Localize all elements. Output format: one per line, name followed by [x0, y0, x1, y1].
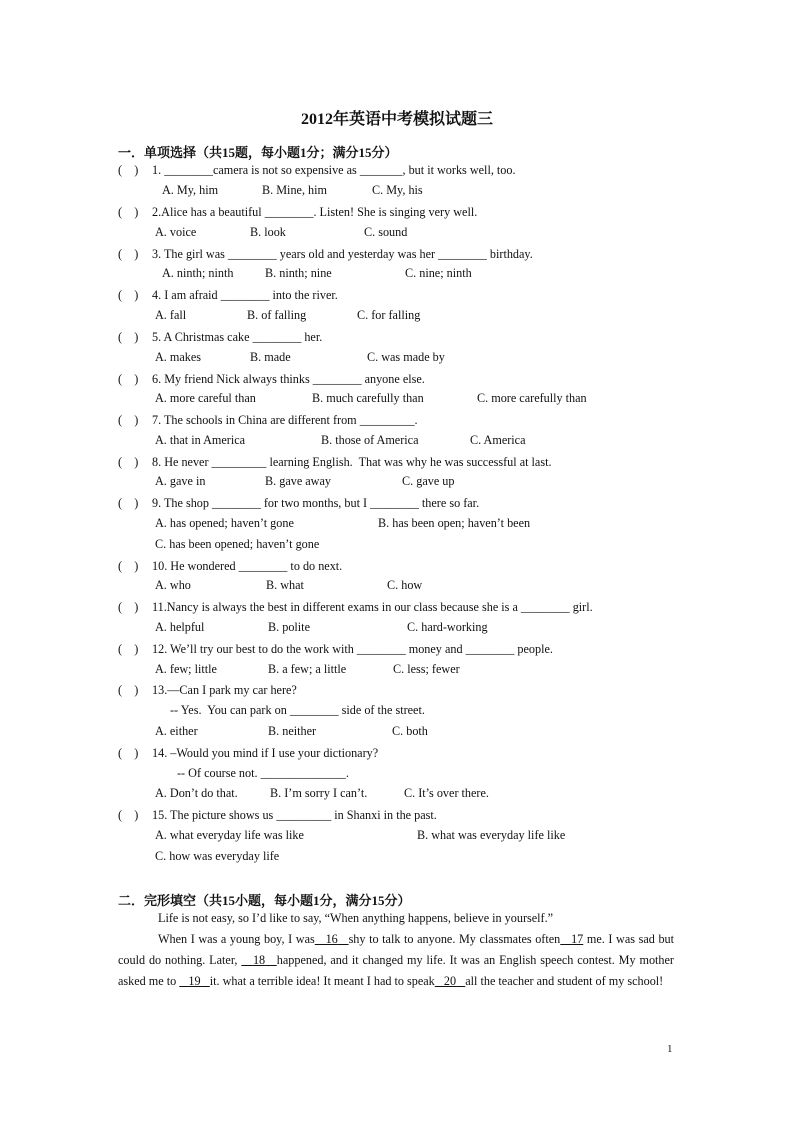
- question-10: ( ) 10. He wondered ________ to do next.: [118, 559, 343, 573]
- q14-reply: -- Of course not. ______________.: [177, 766, 349, 780]
- question-13: ( ) 13.—Can I park my car here?: [118, 683, 297, 697]
- passage-paragraph-2: When I was a young boy, I was 16 shy to talk to anyone. My classmates often 17 me. I was sad but could do nothing. Later, 18 happened, and it changed my life. It was an English speech contest. My mother asked me to 19 it. what a terrible idea! It meant I had to speak 20 all the teacher and student of my school!: [118, 932, 675, 988]
- q12-option-b: B. a few; a little: [268, 662, 347, 676]
- q4-option-b: B. of falling: [247, 308, 307, 322]
- blank-18: 18: [252, 953, 266, 967]
- q4-option-a: A. fall: [155, 308, 187, 322]
- q15-option-c: C. how was everyday life: [155, 849, 280, 863]
- section-1-heading: 一．单项选择（共15题，每小题1分；满分15分）: [118, 145, 398, 160]
- q14-option-a: A. Don’t do that.: [155, 786, 238, 800]
- q13-option-a: A. either: [155, 724, 198, 738]
- q15-option-b: B. what was everyday life like: [417, 828, 566, 842]
- question-8: ( ) 8. He never _________ learning English. That was why he was successful at last.: [118, 455, 552, 469]
- q8-option-a: A. gave in: [155, 474, 206, 488]
- question-12: ( ) 12. We’ll try our best to do the work with ________ money and ________ people.: [118, 642, 553, 656]
- page-number: 1: [667, 1043, 673, 1055]
- q9-option-c: C. has been opened; haven’t gone: [155, 537, 320, 551]
- cloze-passage: [118, 908, 674, 992]
- q12-option-a: A. few; little: [155, 662, 217, 676]
- q3-option-c: C. nine; ninth: [405, 266, 472, 280]
- q13-reply: -- Yes. You can park on ________ side of the street.: [170, 703, 425, 717]
- q5-option-c: C. was made by: [367, 350, 445, 364]
- question-3: ( ) 3. The girl was ________ years old and yesterday was her ________ birthday.: [118, 247, 533, 261]
- q6-option-c: C. more carefully than: [477, 391, 587, 405]
- question-9: ( ) 9. The shop ________ for two months, but I ________ there so far.: [118, 496, 480, 510]
- q2-option-a: A. voice: [155, 225, 197, 239]
- blank-17: 17: [571, 932, 584, 946]
- q13-option-b: B. neither: [268, 724, 317, 738]
- question-14: ( ) 14. –Would you mind if I use your dictionary?: [118, 746, 379, 760]
- question-2: ( ) 2.Alice has a beautiful ________. Listen! She is singing very well.: [118, 205, 478, 219]
- q9-option-b: B. has been open; haven’t been: [378, 516, 531, 530]
- q14-option-c: C. It’s over there.: [404, 786, 489, 800]
- q12-option-c: C. less; fewer: [393, 662, 460, 676]
- question-1: ( ) 1. ________camera is not so expensive as _______, but it works well, too.: [118, 163, 516, 177]
- q14-option-b: B. I’m sorry I can’t.: [270, 786, 368, 800]
- q2-option-c: C. sound: [364, 225, 408, 239]
- q9-option-a: A. has opened; haven’t gone: [155, 516, 294, 530]
- question-4: ( ) 4. I am afraid ________ into the river.: [118, 288, 338, 302]
- q10-option-c: C. how: [387, 578, 423, 592]
- q7-option-a: A. that in America: [155, 433, 246, 447]
- q7-option-c: C. America: [470, 433, 526, 447]
- blank-19: 19: [188, 974, 201, 988]
- q3-option-b: B. ninth; nine: [265, 266, 332, 280]
- q11-option-a: A. helpful: [155, 620, 205, 634]
- q8-option-c: C. gave up: [402, 474, 455, 488]
- q1-option-b: B. Mine, him: [262, 183, 328, 197]
- question-15: ( ) 15. The picture shows us _________ in Shanxi in the past.: [118, 808, 437, 822]
- q3-option-a: A. ninth; ninth: [162, 266, 234, 280]
- q10-option-b: B. what: [266, 578, 304, 592]
- q10-option-a: A. who: [155, 578, 191, 592]
- q6-option-b: B. much carefully than: [312, 391, 424, 405]
- question-6: ( ) 6. My friend Nick always thinks ________ anyone else.: [118, 372, 425, 386]
- q6-option-a: A. more careful than: [155, 391, 256, 405]
- question-5: ( ) 5. A Christmas cake ________ her.: [118, 330, 323, 344]
- question-7: ( ) 7. The schools in China are different from _________.: [118, 413, 418, 427]
- q2-option-b: B. look: [250, 225, 286, 239]
- q11-option-c: C. hard-working: [407, 620, 488, 634]
- passage-line-1: Life is not easy, so I’d like to say, “When anything happens, believe in yourself.”: [158, 911, 554, 925]
- blank-16: 16: [325, 932, 338, 946]
- q4-option-c: C. for falling: [357, 308, 421, 322]
- q5-option-b: B. made: [250, 350, 291, 364]
- q8-option-b: B. gave away: [265, 474, 331, 488]
- section-2-heading: 二．完形填空（共15小题，每小题1分，满分15分）: [118, 893, 411, 908]
- q7-option-b: B. those of America: [321, 433, 419, 447]
- q13-option-c: C. both: [392, 724, 428, 738]
- blank-20: 20: [443, 974, 457, 988]
- question-11: ( ) 11.Nancy is always the best in different exams in our class because she is a ________ girl.: [118, 600, 593, 614]
- q5-option-a: A. makes: [155, 350, 202, 364]
- page-title: 2012年英语中考模拟试题三: [300, 111, 493, 128]
- q1-option-c: C. My, his: [372, 183, 423, 197]
- q1-option-a: A. My, him: [162, 183, 219, 197]
- q15-option-a: A. what everyday life was like: [155, 828, 304, 842]
- q11-option-b: B. polite: [268, 620, 310, 634]
